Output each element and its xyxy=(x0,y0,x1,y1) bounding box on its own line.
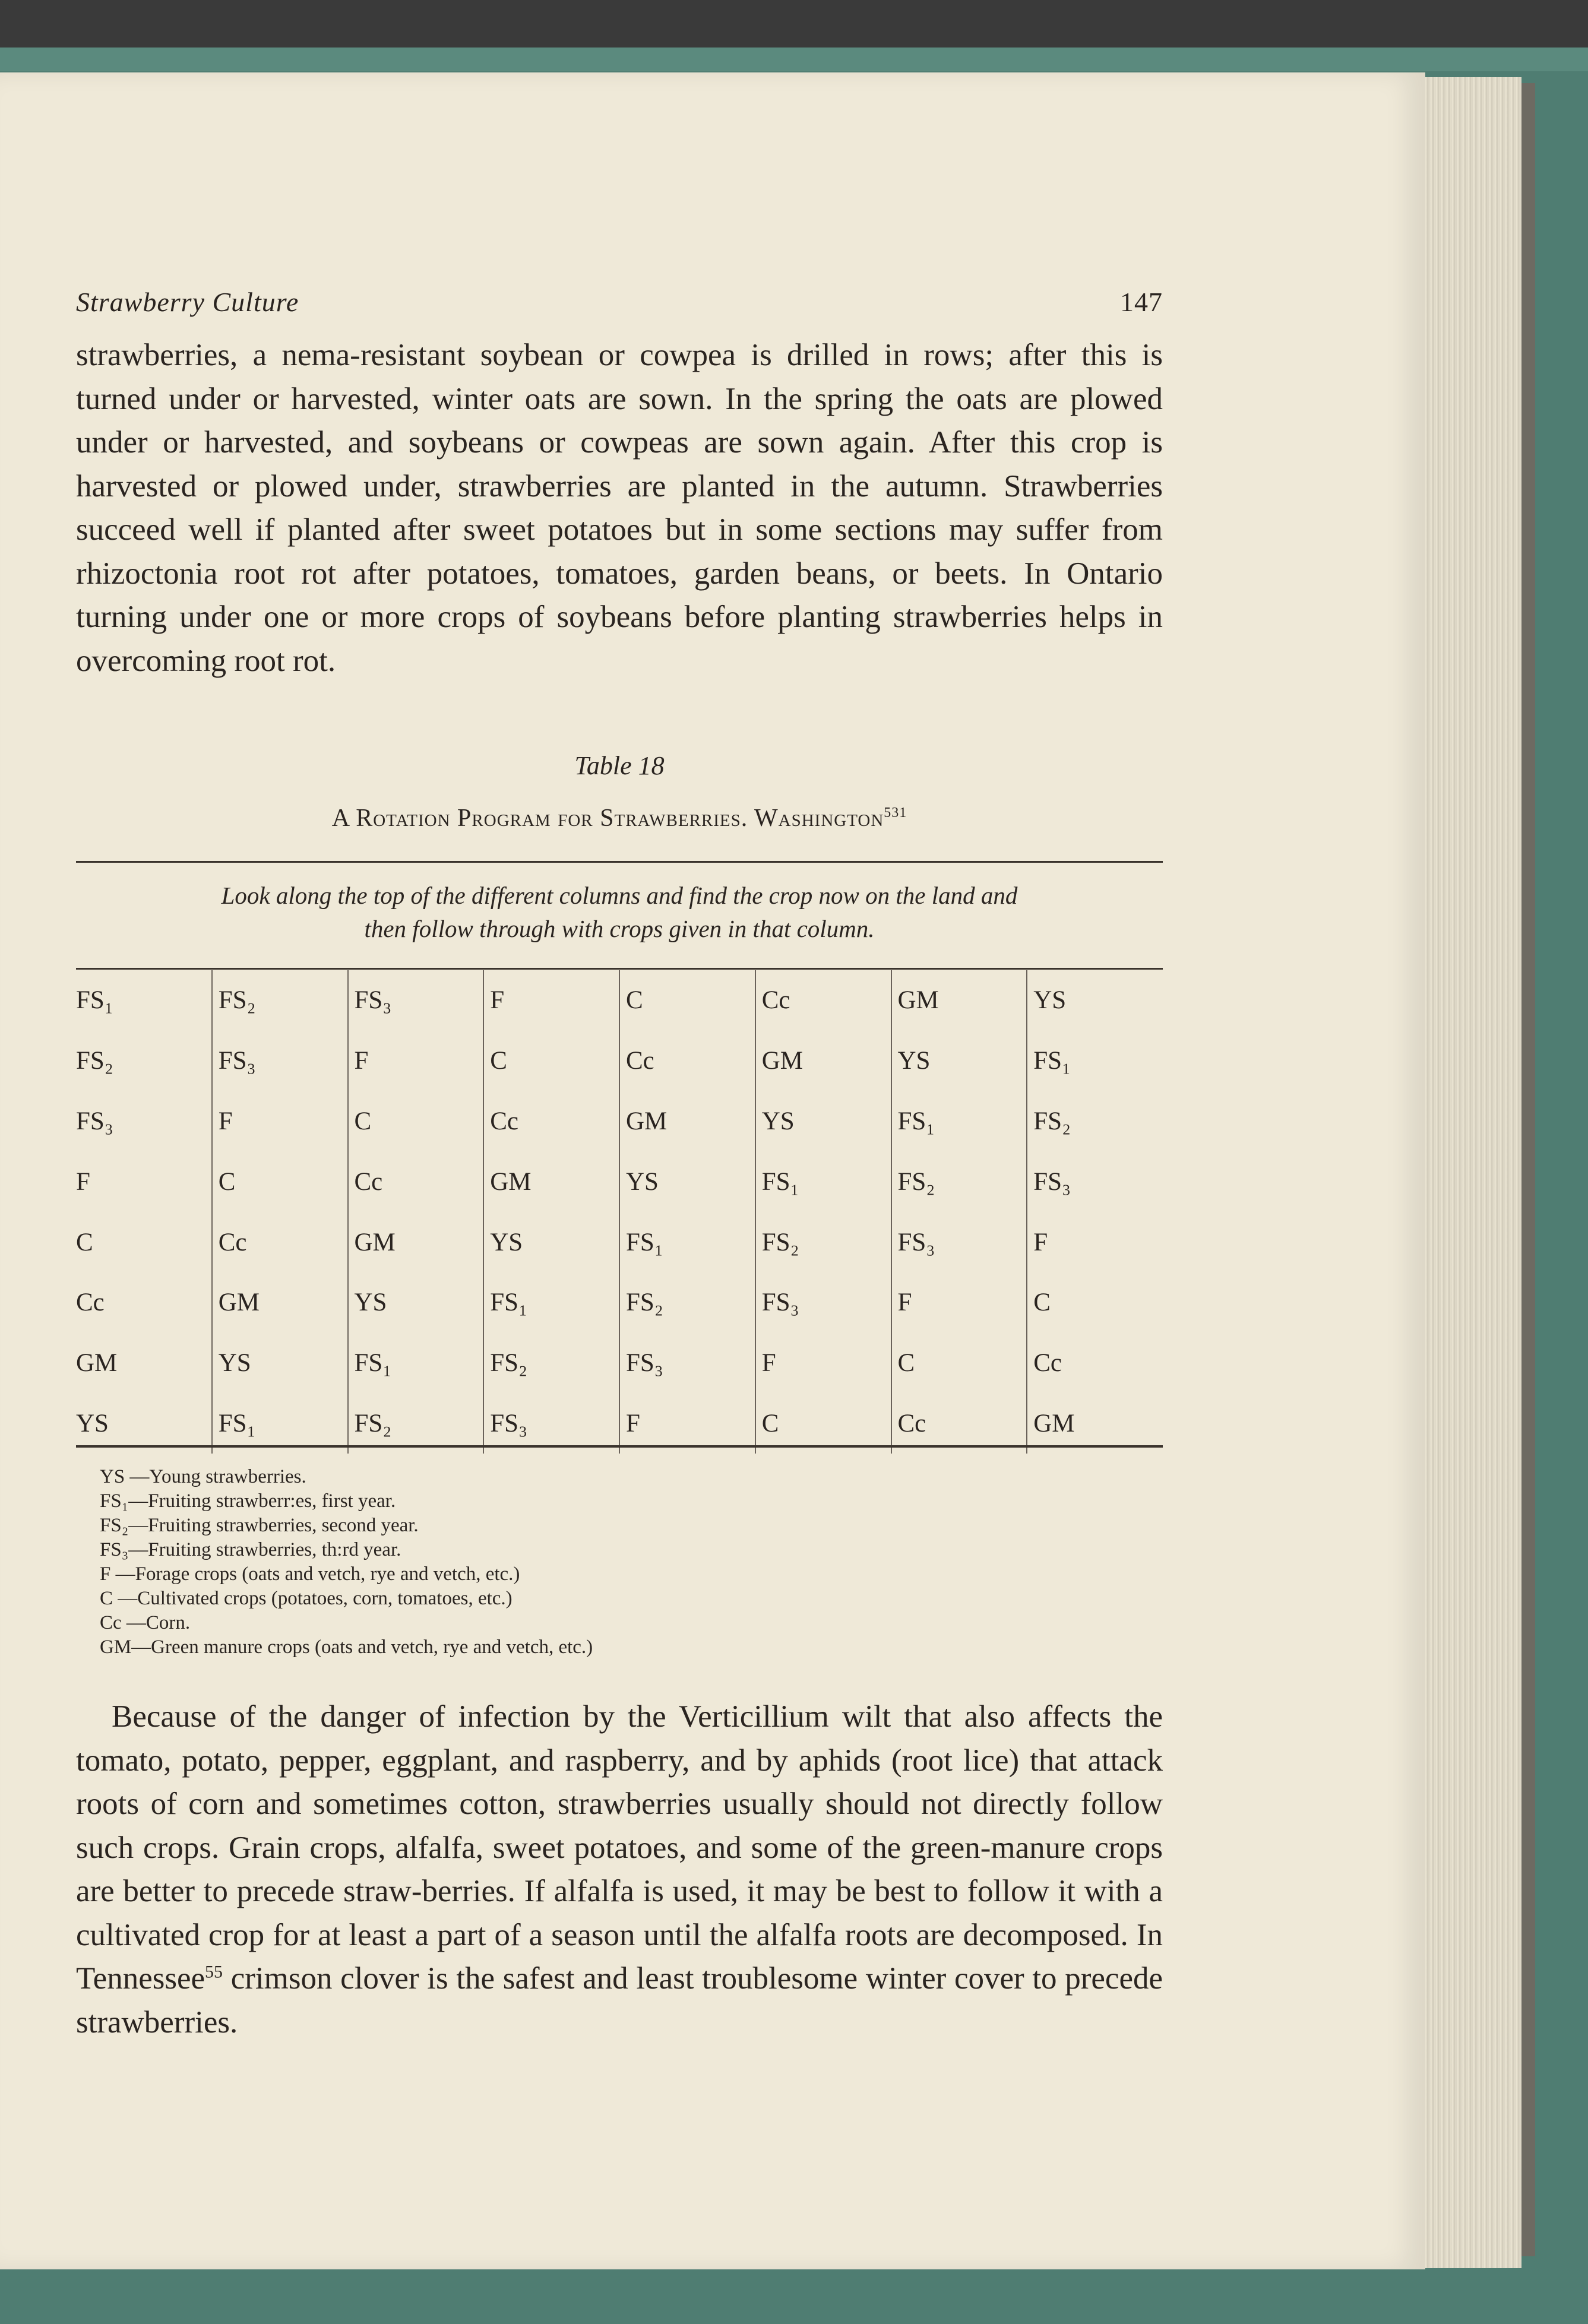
table-cell: FS₃ xyxy=(755,1272,891,1333)
paragraph-2-text: Because of the danger of infection by the Verticillium wilt that also affects the tomato, potato, pepper, eggplant, and raspberry, and by aphids (root lice) that attack roots of corn and sometimes cotton, strawberries usually should not directly follow such crops. Grain crops, alfalfa, sweet potatoes, and some of the green-manure crops are better to precede straw-berries. If alfalfa is used, it may be best to follow it with a cultivated crop for at least a part of a season until the alfalfa roots are decomposed. In Tennessee xyxy=(76,1699,1163,1996)
table-cell: F xyxy=(76,1167,90,1196)
table-cell: FS₂ xyxy=(76,1047,113,1075)
table-cell: YS xyxy=(212,1333,348,1394)
legend-item: FS₃—Fruiting strawberries, th:rd year. xyxy=(100,1539,401,1560)
table-cell: FS₁ xyxy=(348,1333,484,1394)
table-cell: C xyxy=(619,970,755,1031)
table-cell: Cc xyxy=(891,1394,1027,1454)
table-cell: YS xyxy=(891,1031,1027,1091)
table-cell: GM xyxy=(348,1212,484,1272)
body-paragraph-1: strawberries, a nema-resistant soybean or cowpea is drilled in rows; after this is turned under or harvested, winter oats are sown. In the spring the oats are plowed under or harvested, and soybeans or cowpeas are sown again. After this crop is harvested or plowed under, strawberries are planted in the autumn. Strawberries succeed well if planted after sweet potatoes but in some sections may suffer from rhizoctonia root rot after potatoes, tomatoes, garden beans, or beets. In Ontario turning under one or more crops of soybeans before planting strawberries helps in overcoming root rot. xyxy=(76,338,1163,678)
table-cell: C xyxy=(1027,1272,1163,1333)
table-caption: Table 18 xyxy=(574,751,665,780)
table-cell: F xyxy=(1027,1212,1163,1272)
table-header-rule xyxy=(76,968,1163,970)
table-cell: Cc xyxy=(212,1212,348,1272)
table-cell: GM xyxy=(483,1151,619,1212)
table-cell: GM xyxy=(755,1031,891,1091)
table-cell: Cc xyxy=(76,1288,105,1317)
table-cell: F xyxy=(483,970,619,1031)
table-cell: FS₂ xyxy=(891,1151,1027,1212)
page-number: 147 xyxy=(1120,287,1163,317)
table-cell: FS₂ xyxy=(483,1333,619,1394)
paragraph-2-text-end: crimson clover is the safest and least troublesome winter cover to precede strawberries. xyxy=(76,1961,1163,2040)
table-cell: FS₃ xyxy=(1027,1151,1163,1212)
table-cell: GM xyxy=(212,1272,348,1333)
table-title-text: A Rotation Program for Strawberries. Washington xyxy=(331,805,884,832)
table-cell: FS₃ xyxy=(76,1107,113,1135)
table-cell: FS₂ xyxy=(619,1272,755,1333)
table-cell: YS xyxy=(76,1409,109,1438)
table-cell: FS₃ xyxy=(483,1394,619,1454)
table-cell: C xyxy=(483,1031,619,1091)
table-row xyxy=(76,1212,1163,1272)
table-instruction-line-2: then follow through with crops given in that column. xyxy=(364,915,875,942)
table-cell: YS xyxy=(755,1091,891,1152)
table-cell: F xyxy=(755,1333,891,1394)
body-paragraph-2 xyxy=(76,1695,1163,2044)
table-cell: Cc xyxy=(1027,1333,1163,1394)
table-cell: FS₂ xyxy=(212,970,348,1031)
table-cell: YS xyxy=(483,1212,619,1272)
table-title-reference: 531 xyxy=(884,805,907,821)
table-cell: FS₃ xyxy=(212,1031,348,1091)
legend-item: F —Forage crops (oats and vetch, rye and vetch, etc.) xyxy=(100,1563,520,1585)
table-cell: Cc xyxy=(483,1091,619,1152)
table-cell: C xyxy=(755,1394,891,1454)
paragraph-2-reference: 55 xyxy=(205,1962,223,1982)
table-cell: FS₁ xyxy=(483,1272,619,1333)
table-cell: GM xyxy=(76,1349,118,1378)
table-cell: YS xyxy=(619,1151,755,1212)
table-row xyxy=(76,1272,1163,1333)
table-cell: FS₁ xyxy=(212,1394,348,1454)
table-cell: FS₂ xyxy=(755,1212,891,1272)
table-cell: FS₃ xyxy=(891,1212,1027,1272)
table-cell: FS₁ xyxy=(1027,1031,1163,1091)
book-cover-edge xyxy=(0,48,1588,71)
table-cell: FS₁ xyxy=(755,1151,891,1212)
table-cell: FS₃ xyxy=(619,1333,755,1394)
table-row xyxy=(76,1333,1163,1394)
table-cell: GM xyxy=(1027,1394,1163,1454)
legend-item: FS₂—Fruiting strawberries, second year. xyxy=(100,1515,419,1536)
legend-item: Cc —Corn. xyxy=(100,1612,191,1633)
table-cell: F xyxy=(348,1031,484,1091)
table-cell: YS xyxy=(1027,970,1163,1031)
rotation-table xyxy=(76,970,1163,1454)
table-cell: FS₁ xyxy=(76,986,113,1015)
table-bottom-rule xyxy=(76,1445,1163,1448)
table-cell: Cc xyxy=(348,1151,484,1212)
table-cell: F xyxy=(212,1091,348,1152)
table-row xyxy=(76,1151,1163,1212)
table-cell: Cc xyxy=(619,1031,755,1091)
table-cell: FS₁ xyxy=(891,1091,1027,1152)
table-cell: F xyxy=(891,1272,1027,1333)
table-cell: GM xyxy=(891,970,1027,1031)
table-cell: FS₃ xyxy=(348,970,484,1031)
legend-item: C —Cultivated crops (potatoes, corn, tomatoes, etc.) xyxy=(100,1588,513,1609)
book-page xyxy=(0,72,1425,2269)
table-row xyxy=(76,1031,1163,1091)
table-instruction xyxy=(76,879,1163,945)
legend-item: FS₁—Fruiting strawberr:es, first year. xyxy=(100,1490,396,1512)
table-cell: Cc xyxy=(755,970,891,1031)
legend-item: GM—Green manure crops (oats and vetch, rye and vetch, etc.) xyxy=(100,1636,593,1658)
table-cell: C xyxy=(76,1228,93,1256)
table-cell: C xyxy=(212,1151,348,1212)
table-title xyxy=(76,804,1163,832)
running-head xyxy=(76,286,1163,318)
table-cell: FS₂ xyxy=(348,1394,484,1454)
table-cell: GM xyxy=(619,1091,755,1152)
table-legend xyxy=(100,1465,991,1660)
table-top-rule xyxy=(76,861,1163,863)
table-row xyxy=(76,1091,1163,1152)
table-cell: FS₂ xyxy=(1027,1091,1163,1152)
running-head-title: Strawberry Culture xyxy=(76,287,299,317)
table-cell: FS₁ xyxy=(619,1212,755,1272)
table-cell: YS xyxy=(348,1272,484,1333)
table-cell: C xyxy=(891,1333,1027,1394)
table-cell: C xyxy=(348,1091,484,1152)
table-instruction-line-1: Look along the top of the different columns and find the crop now on the land and xyxy=(221,882,1018,909)
table-cell: F xyxy=(619,1394,755,1454)
legend-item: YS —Young strawberries. xyxy=(100,1466,306,1487)
table-row xyxy=(76,970,1163,1031)
